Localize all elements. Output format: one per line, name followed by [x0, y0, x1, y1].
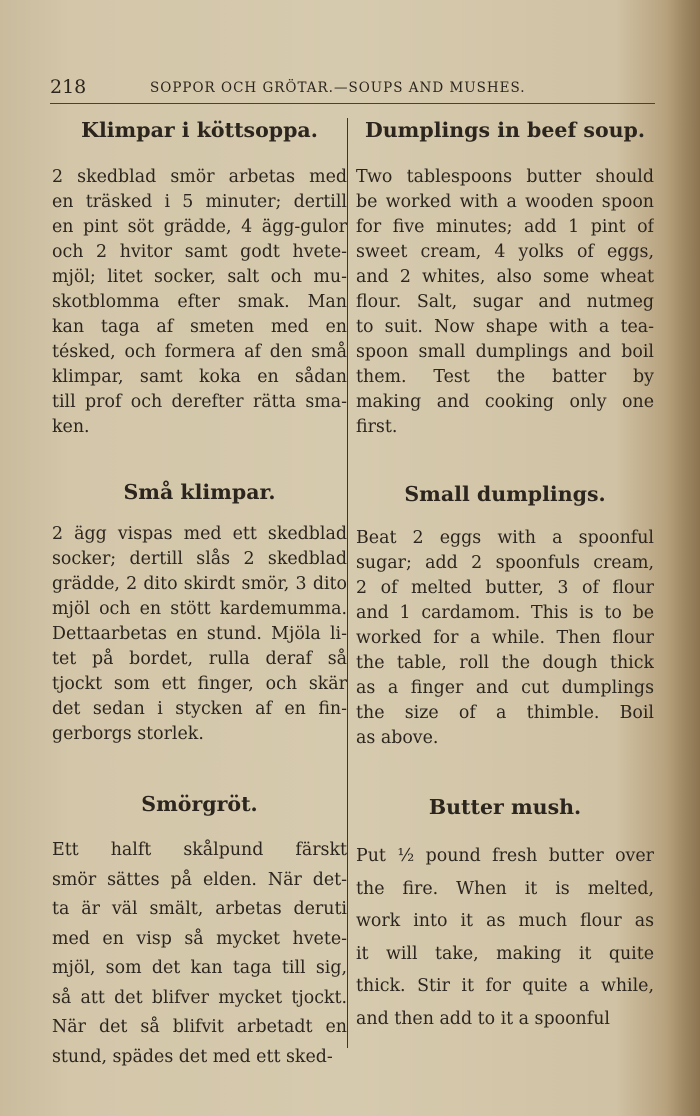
text-line: 2 of melted butter, 3 of flour — [356, 578, 654, 598]
text-line: och 2 hvitor samt godt hvete- — [52, 242, 347, 262]
text-line: Dettaarbetas en stund. Mjöla li- — [52, 624, 347, 644]
section-heading: Butter mush. — [428, 795, 582, 819]
text-line: tésked, och formera af den små — [52, 342, 347, 362]
text-line: sugar; add 2 spoonfuls cream, — [356, 553, 654, 573]
text-line: the table, roll the dough thick — [356, 653, 654, 673]
text-line: smör sättes på elden. När det- — [52, 869, 347, 890]
text-line: grädde, 2 dito skirdt smör, 3 dito — [52, 574, 347, 594]
text-line: mjöl; litet socker, salt och mu- — [52, 267, 347, 287]
text-line: the fire. When it is melted, — [356, 878, 654, 899]
text-line: flour. Salt, sugar and nutmeg — [356, 292, 654, 312]
text-line: När det så blifvit arbetadt en — [52, 1017, 347, 1037]
text-line: thick. Stir it for quite a while, — [356, 976, 654, 996]
section-heading: Smörgröt. — [141, 792, 258, 816]
section-heading: Small dumplings. — [404, 482, 606, 506]
text-line: it will take, making it quite — [356, 943, 654, 964]
text-line: work into it as much flour as — [356, 911, 654, 931]
text-line: spoon small dumplings and boil — [356, 342, 654, 362]
text-line: 2 ägg vispas med ett skedblad — [52, 524, 347, 544]
text-line: be worked with a wooden spoon — [356, 192, 654, 212]
text-line: mjöl och en stött kardemumma. — [52, 599, 347, 619]
text-line: and then add to it a spoonful — [356, 1008, 610, 1029]
text-line: klimpar, samt koka en sådan — [52, 367, 347, 387]
section-heading: Klimpar i köttsoppa. — [81, 118, 318, 142]
section-heading: Dumplings in beef soup. — [365, 118, 645, 142]
text-line: så att det blifver mycket tjockt. — [52, 987, 347, 1008]
text-line: stund, spädes det med ett sked- — [52, 1046, 333, 1067]
page-number: 218 — [50, 76, 87, 98]
text-line: ta är väl smält, arbetas deruti — [52, 899, 347, 919]
text-line: for five minutes; add 1 pint of — [356, 217, 654, 237]
text-line: en pint söt grädde, 4 ägg-gulor — [52, 217, 347, 237]
text-line: tet på bordet, rulla deraf så — [52, 649, 347, 669]
text-line: till prof och derefter rätta sma- — [52, 392, 347, 412]
text-line: first. — [356, 417, 398, 437]
section-heading: Små klimpar. — [123, 480, 276, 504]
text-line: det sedan i stycken af en fin- — [52, 699, 347, 719]
page-header — [50, 76, 650, 102]
text-line: to suit. Now shape with a tea- — [356, 317, 654, 337]
text-line: sweet cream, 4 yolks of eggs, — [356, 242, 654, 262]
text-line: and 1 cardamom. This is to be — [356, 603, 654, 623]
text-line: Two tablespoons butter should — [356, 167, 654, 187]
column-divider — [347, 118, 348, 1048]
text-line: making and cooking only one — [356, 392, 654, 412]
text-line: 2 skedblad smör arbetas med — [52, 167, 347, 187]
text-line: Put ½ pound fresh butter over — [356, 846, 654, 866]
text-line: as above. — [356, 728, 439, 748]
text-line: worked for a while. Then flour — [356, 628, 654, 648]
text-line: Beat 2 eggs with a spoonful — [356, 528, 654, 548]
text-line: en träsked i 5 minuter; dertill — [52, 192, 347, 212]
text-line: the size of a thimble. Boil — [356, 703, 654, 723]
text-line: skotblomma efter smak. Man — [52, 292, 347, 312]
text-line: kan taga af smeten med en — [52, 317, 347, 337]
text-line: socker; dertill slås 2 skedblad — [52, 549, 347, 569]
text-line: ken. — [52, 417, 90, 437]
text-line: Ett halft skålpund färskt — [52, 840, 347, 860]
text-line: tjockt som ett finger, och skär — [52, 674, 347, 694]
text-line: and 2 whites, also some wheat — [356, 267, 654, 287]
text-line: gerborgs storlek. — [52, 724, 204, 744]
text-line: mjöl, som det kan taga till sig, — [52, 958, 347, 978]
text-line: med en visp så mycket hvete- — [52, 928, 347, 949]
header-rule — [50, 103, 655, 104]
running-title: SOPPOR OCH GRÖTAR.—SOUPS AND MUSHES. — [150, 80, 526, 96]
text-line: them. Test the batter by — [356, 367, 654, 387]
text-line: as a finger and cut dumplings — [356, 678, 654, 698]
